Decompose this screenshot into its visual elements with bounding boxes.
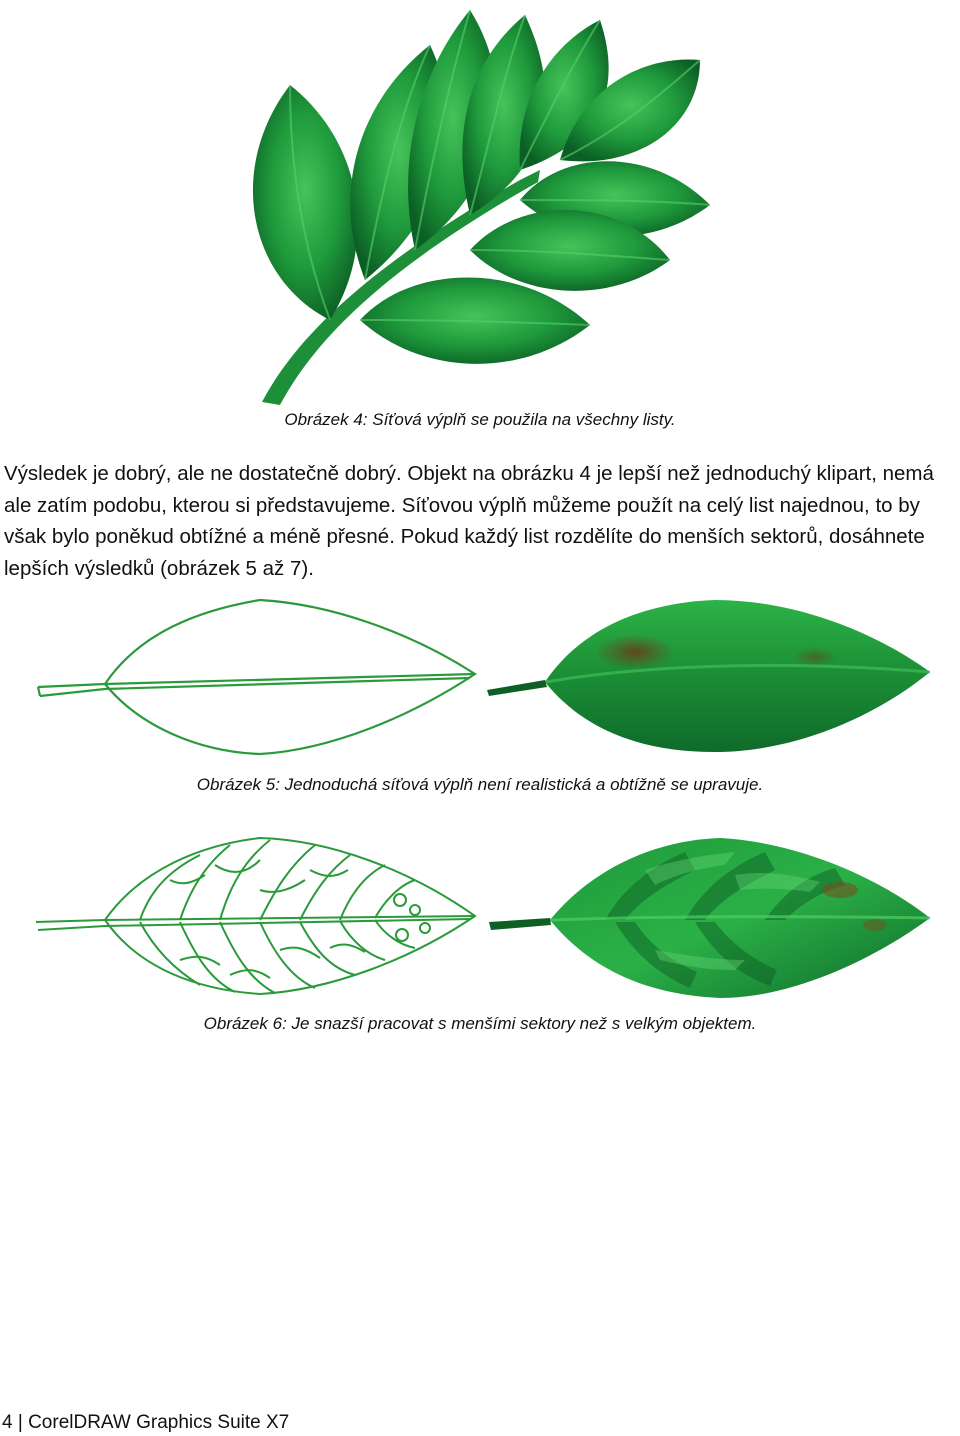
body-paragraph: Výsledek je dobrý, ale ne dostatečně dobrý. Objekt na obrázku 4 je lepší než jednoduchý klipart, nemá ale zatím podobu, kterou si představujeme. Síťovou výplň můžeme použít na celý list najednou, to by však bylo poněkud obtížné a méně přesné. Pokud každý list rozdělíte do menších sektorů, dosáhnete lepších výsledků (obrázek 5 až 7). [4, 462, 934, 580]
figure-4-caption: Obrázek 4: Síťová výplň se použila na všechny listy. [284, 410, 676, 429]
figure-4-leaf-branch [0, 0, 960, 410]
branch-leaves [253, 10, 710, 364]
figure-5-leaf-outline [30, 592, 490, 762]
page-footer [2, 1412, 289, 1434]
mesh-leaf-petiole [487, 680, 547, 696]
sector-leaf-petiole [489, 918, 551, 930]
branch-leaf [253, 85, 358, 320]
figure-5-caption: Obrázek 5: Jednoduchá síťová výplň není realistická a obtížně se upravuje. [196, 775, 764, 794]
footer-product-name: CorelDRAW Graphics Suite X7 [28, 1412, 290, 1433]
figure-6-caption: Obrázek 6: Je snazší pracovat s menšími sektory než s velkým objektem. [203, 1014, 757, 1033]
page-number: 4 [2, 1412, 13, 1433]
mesh-leaf-body [545, 600, 930, 752]
figure-6-leaf-sectors-outline [30, 830, 490, 1000]
figure-6-leaf-sectors-filled [485, 830, 935, 1005]
figure-5-leaf-mesh-fill [485, 592, 935, 762]
footer-separator: | [17, 1412, 23, 1433]
